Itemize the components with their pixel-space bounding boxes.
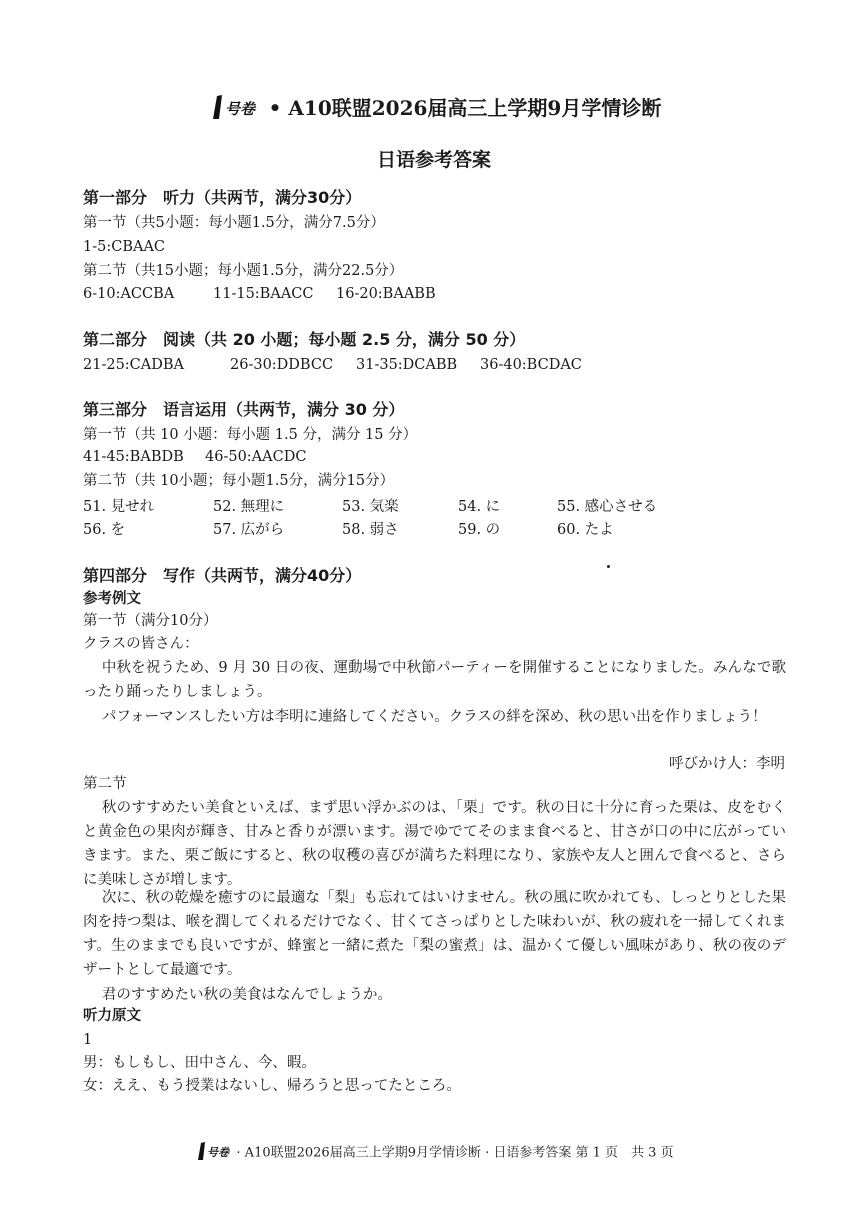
page-footer — [0, 1140, 868, 1166]
dialogue-line: 女：ええ、もう授業はないし、帰ろうと思ってたところ。 — [83, 1078, 461, 1094]
footer-logo — [194, 1140, 236, 1166]
part2-heading: 第二部分 阅读（共 20 小题；每小题 2.5 分，满分 50 分） — [83, 330, 526, 349]
letter-paragraph: 中秋を祝うため、9 月 30 日の夜、運動場で中秋節パーティーを開催することになりました。みんなで歌ったり踊ったりしましょう。 — [83, 660, 786, 700]
page-subtitle: 日语参考答案 — [376, 149, 491, 171]
essay-paragraph: 次に、秋の乾燥を癒すのに最適な「梨」も忘れてはいけません。秋の風に吹かれても、しっとりとした果肉を持つ梨は、喉を潤してくれるだけでなく、甘くてさっぱりとした味わいが、秋の疲れを一掃してくれます。生のままでも良いですが、蜂蜜と一緒に煮た「梨の蜜煮」は、温かくて優しい風味があり、秋の夜のデザートとして最適です。 — [83, 890, 786, 978]
letter-greeting: クラスの皆さん： — [83, 636, 199, 652]
listening-heading: 听力原文 — [83, 1008, 141, 1024]
part1-heading: 第一部分 听力（共两节，满分30分） — [83, 188, 362, 207]
answer-item: 60. たよ — [557, 522, 614, 538]
part3-sec1-title: 第一节（共 10 小题：每小题 1.5 分，满分 15 分） — [83, 427, 418, 443]
svg-text:号卷: 号卷 — [207, 1146, 230, 1159]
answer-group: 46-50:AACDC — [205, 449, 307, 465]
answer-group: 6-10:ACCBA — [83, 286, 175, 302]
part3-sec2-title: 第二节（共 10小题；每小题1.5分，满分15分） — [83, 473, 395, 489]
example-label: 参考例文 — [83, 591, 141, 607]
answer-group: 31-35:DCABB — [356, 357, 458, 373]
answer-item: 58. 弱さ — [342, 522, 399, 538]
part4-heading: 第四部分 写作（共两节，满分40分） — [83, 566, 362, 585]
answer-item: 52. 無理に — [213, 499, 285, 515]
answer-item: 51. 見せれ — [83, 499, 155, 515]
essay-paragraph: 君のすすめたい秋の美食はなんでしょうか。 — [101, 987, 392, 1003]
part1-sec2-title: 第二节（共15小题；每小题1.5分，满分22.5分） — [83, 263, 404, 279]
part1-sec1-answers: 1-5:CBAAC — [83, 239, 166, 255]
part4-sec1-title: 第一节（满分10分） — [83, 613, 218, 629]
listening-number: 1 — [83, 1032, 93, 1048]
answer-item: 53. 気楽 — [342, 499, 399, 515]
answer-group: 26-30:DDBCC — [230, 357, 334, 373]
svg-text:号卷: 号卷 — [224, 100, 255, 118]
brand-logo — [207, 92, 265, 127]
answer-group: 41-45:BABDB — [83, 449, 184, 465]
dialogue-line: 男：もしもし、田中さん、今、暇。 — [83, 1055, 316, 1071]
answer-item: 56. を — [83, 522, 126, 538]
answer-group: 16-20:BAABB — [336, 286, 436, 302]
essay-paragraph: 秋のすすめたい美食といえば、まず思い浮かぶのは、「栗」です。秋の日に十分に育った栗は、皮をむくと黄金色の果肉が輝き、甘みと香りが漂います。湯でゆでてそのまま食べると、甘さが口の中に広がっていきます。また、栗ご飯にすると、秋の収穫の喜びが満ちた料理になり、家族や友人と囲んで食べると、さらに美味しさが増します。 — [83, 800, 786, 888]
part4-sec2-title: 第二节 — [83, 776, 127, 792]
answer-item: 59. の — [458, 522, 501, 538]
answer-item: 55. 感心させる — [557, 499, 658, 515]
answer-item: 54. に — [458, 499, 501, 515]
letter-paragraph: パフォーマンスしたい方は李明に連絡してください。クラスの絆を深め、秋の思い出を作りましょう！ — [101, 709, 767, 725]
part3-heading: 第三部分 语言运用（共两节，满分 30 分） — [83, 400, 405, 419]
answer-group: 11-15:BAACC — [213, 286, 314, 302]
answer-group: 21-25:CADBA — [83, 357, 185, 373]
part1-sec1-title: 第一节（共5小题：每小题1.5分，满分7.5分） — [83, 215, 385, 231]
answer-item: 57. 広がら — [213, 522, 285, 538]
letter-signature: 呼びかけ人：李明 — [669, 756, 785, 772]
answer-group: 36-40:BCDAC — [480, 357, 582, 373]
title-text: • A10联盟2026届高三上学期9月学情诊断 — [268, 96, 662, 120]
page-title — [0, 92, 868, 127]
footer-text: · A10联盟2026届高三上学期9月学情诊断 · 日语参考答案 第 1 页 共 3 页 — [236, 1145, 674, 1161]
stray-dot — [607, 565, 610, 568]
